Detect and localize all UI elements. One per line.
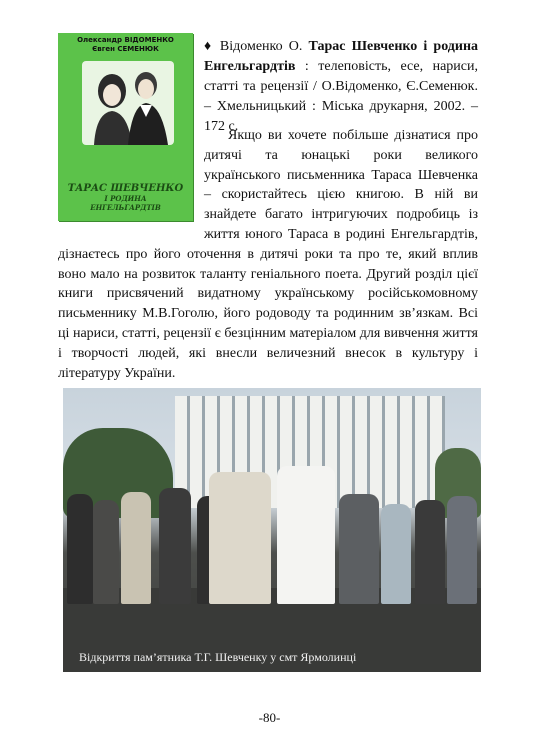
book-title: Тарас Шевченко і родина Енгельгардтів (204, 39, 479, 74)
photo-person (209, 472, 271, 604)
cover-author-1: Олександр ВІДОМЕНКО (77, 36, 174, 44)
photo-person (447, 496, 477, 604)
cover-title-line-3: ЕНГЕЛЬГАРДТІВ (90, 203, 161, 212)
photo-person (93, 500, 119, 604)
cover-title-line-1: ТАРАС ШЕВЧЕНКО (67, 183, 184, 194)
description-paragraph (58, 126, 478, 383)
bibliographic-entry (204, 37, 478, 137)
photo-person (381, 504, 411, 604)
cover-authors (58, 36, 193, 54)
book-details: : телеповість, есе, нариси, статті та рецензії / О.Відоменко, Є.Семенюк. – Хмельницький : Міська друкарня, 2002. – 172 с. (204, 59, 478, 134)
bullet-icon: ♦ (204, 39, 214, 54)
book-author: Відоменко О. (219, 39, 303, 54)
photo-person (277, 466, 335, 604)
cover-author-2: Євген СЕМЕНЮК (92, 45, 159, 53)
event-photo (63, 388, 481, 672)
cover-float-spacer (58, 126, 204, 226)
photo-person (121, 492, 151, 604)
photo-person (67, 494, 93, 604)
photo-person (159, 488, 191, 604)
description-text: Якщо ви хочете побільше дізнатися про дитячі та юнацькі роки великого українського письменника Тараса Шевченка – скористайтесь цією книгою. В ній ви знайдете багато інтригуючих подробиць із життя юного Тараса в родині Енгельгардтів, дізнаєтесь про його оточення в дитячі роки та про те, який вплив воно мало на розвиток таланту геніального поета. Другий розділ цієї книги присвячений видатному українському російськомовному письменнику М.В.Гоголю, його родоводу та родинним зв’язкам. Всі ці нариси, статті, рецензії є безцінним матеріалом для вивчення життя і творчості людей, які внесли величезний внесок в культуру і літературу України. (58, 128, 478, 381)
photo-person (339, 494, 379, 604)
cover-title-line-2: І РОДИНА (104, 194, 147, 203)
photo-caption: Відкриття пам’ятника Т.Г. Шевченку у смт Ярмолинці (79, 650, 357, 664)
photo-person (415, 500, 445, 604)
photo-crowd (63, 484, 481, 604)
page-number: -80- (258, 710, 281, 725)
